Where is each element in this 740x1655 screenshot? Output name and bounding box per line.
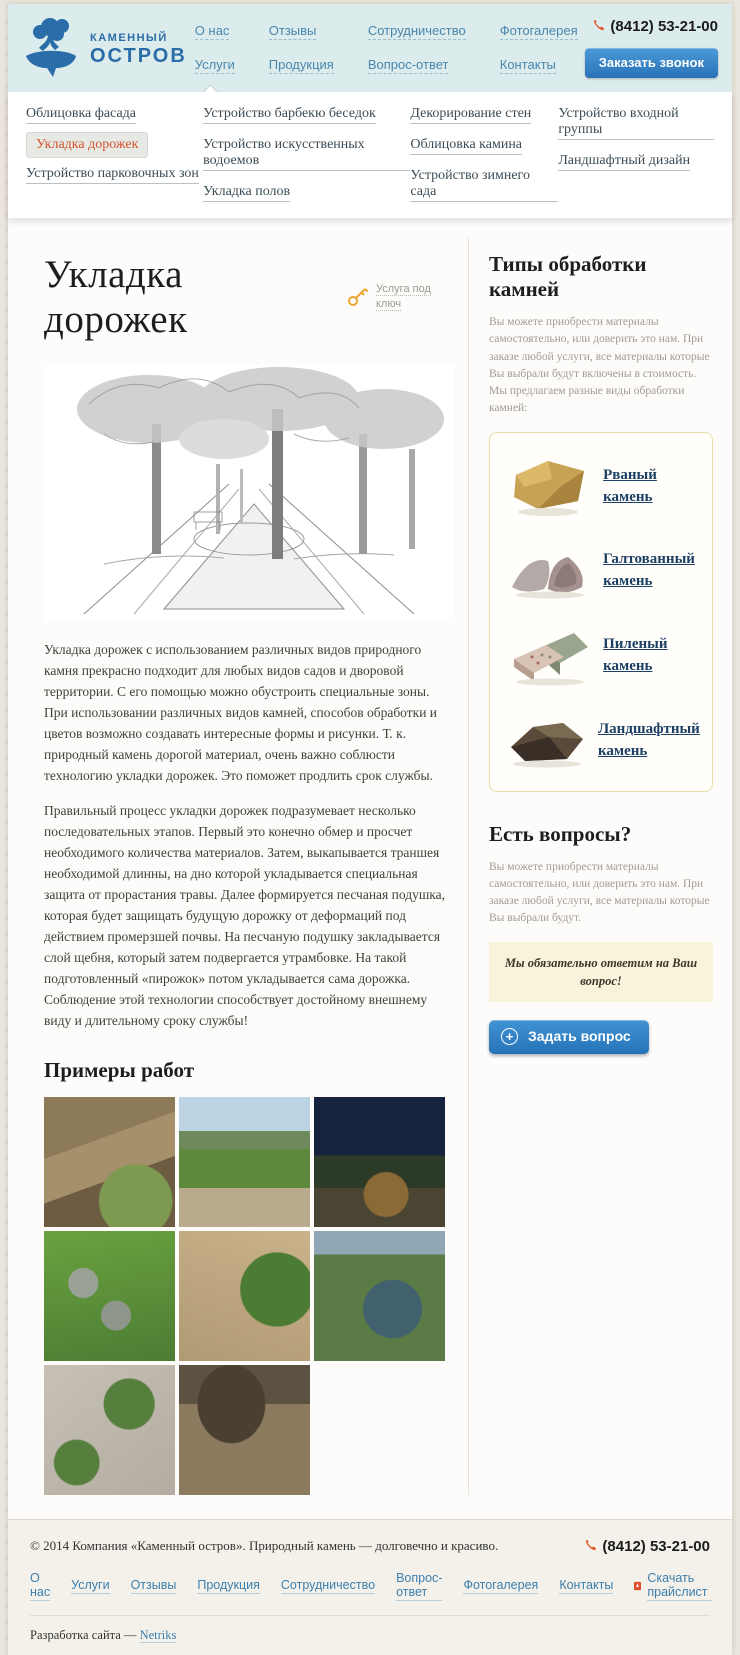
stone-types-intro: Вы можете приобрести материалы самостоятельно, или доверить это нам. При заказе любой услуги, все материалы которые Вы выбрали будут включены в стоимость. Мы предлагаем разные виды обработки камней:	[489, 316, 710, 415]
main-nav	[187, 23, 578, 74]
stone-types-title: Типы обработки камней	[489, 252, 647, 301]
gallery-photo-5[interactable]	[179, 1231, 310, 1361]
services-submenu	[8, 92, 732, 218]
landscape-stone-image	[504, 713, 590, 769]
submenu-floor-laying[interactable]: Укладка полов	[203, 184, 290, 202]
main-column	[44, 238, 468, 1495]
path-sketch-illustration	[44, 364, 454, 622]
ask-question-label: Задать вопрос	[528, 1028, 631, 1044]
sawn-stone-link[interactable]: Пиленый камень	[603, 635, 668, 674]
submenu-landscape-design[interactable]: Ландшафтный дизайн	[558, 153, 690, 171]
page-title: Укладка дорожек	[44, 253, 188, 341]
site-footer	[8, 1519, 732, 1655]
turnkey-label: Услуга под ключ	[376, 283, 431, 310]
submenu-winter-garden[interactable]: Устройство зимнего сада	[410, 168, 558, 202]
download-icon	[634, 1579, 641, 1593]
header-phone	[592, 18, 718, 35]
footer-nav-products[interactable]: Продукция	[197, 1577, 260, 1592]
intro-paragraph: Укладка дорожек с использованием различных видов природного камня прекрасно подходит для любых видов садов и дворовой территории. С его помощью можно обустроить специальные зоны. При использовании различных видов камней, способов обработки и цветов возможно создавать интересные формы и рисунки. Т. к. природный камень дорогой материал, очень важно соблюсти технологию укладки дорожек. Это поможет продлить срок службы.	[44, 642, 438, 783]
sawn-stone-image	[504, 625, 595, 687]
questions-title: Есть вопросы?	[489, 821, 632, 846]
logo-line2: ОСТРОВ	[90, 44, 187, 67]
footer-phone-number: (8412) 53-21-00	[602, 1537, 710, 1555]
stone-item-tumbled	[504, 543, 698, 599]
nav-cooperation[interactable]: Сотрудничество	[367, 22, 466, 38]
gallery-photo-1[interactable]	[44, 1097, 175, 1227]
credits-text: Разработка сайта —	[30, 1627, 137, 1642]
nav-contacts[interactable]: Контакты	[499, 56, 556, 72]
turnkey-service-link[interactable]	[346, 282, 446, 312]
order-call-button[interactable]: Заказать звонок	[585, 48, 718, 78]
nav-about[interactable]: О нас	[194, 22, 230, 38]
tumbled-stone-image	[504, 543, 595, 599]
gallery-photo-7[interactable]	[44, 1365, 175, 1495]
page-container	[8, 4, 732, 1655]
submenu-fireplace-cladding[interactable]: Облицовка камина	[410, 137, 522, 155]
work-examples-gallery	[44, 1097, 446, 1495]
gallery-photo-3[interactable]	[314, 1097, 445, 1227]
stone-island-logo-icon	[20, 14, 82, 82]
submenu-facade-cladding[interactable]: Облицовка фасада	[26, 106, 136, 124]
questions-text: Вы можете приобрести материалы самостоятельно, или доверить это нам. При заказе любой услуги, все материалы которые Вы выбрали будут.	[489, 860, 710, 925]
process-paragraph: Правильный процесс укладки дорожек подразумевает несколько последовательных этапов. Первый это конечно обмер и просчет необходимого количества материалов. Затем, выкапывается траншея необходимой длинны, на дно которой укладывается специальная защита от прорастания травы. Далее формируется песчаная подушка, которая будет защищать будущую дорожку от деформаций под действием промерзшей почвы. На песчаную подушку закладывается слой щебня, который затем подвергается утрамбовке. На такой подготовленный «пирожок» потом укладывается сама дорожка. Соблюдение этой технологии способствует достойному внешнему виду и длительному сроку службы!	[44, 803, 445, 1028]
gallery-photo-2[interactable]	[179, 1097, 310, 1227]
nav-products[interactable]: Продукция	[268, 56, 334, 72]
header-contact-block	[578, 18, 718, 78]
promise-text: Мы обязательно ответим на Ваш вопрос!	[504, 955, 698, 988]
stone-item-torn	[504, 457, 698, 517]
ask-question-button[interactable]	[489, 1020, 649, 1054]
site-header	[8, 4, 732, 92]
download-pricelist-link[interactable]: Скачать прайслист	[647, 1571, 712, 1601]
submenu-artificial-ponds[interactable]: Устройство искусственных водоемов	[203, 137, 410, 171]
footer-nav-faq[interactable]: Вопрос-ответ	[396, 1570, 443, 1599]
stone-types-panel	[489, 432, 713, 792]
submenu-bbq-gazebos[interactable]: Устройство барбекю беседок	[203, 106, 376, 124]
phone-icon	[592, 20, 605, 33]
footer-nav-contacts[interactable]: Контакты	[559, 1577, 614, 1592]
submenu-path-laying-active[interactable]: Укладка дорожек	[26, 132, 148, 158]
examples-title: Примеры работ	[44, 1057, 195, 1082]
logo-text	[90, 29, 187, 67]
logo[interactable]	[20, 14, 187, 82]
submenu-entrance-group[interactable]: Устройство входной группы	[558, 106, 714, 140]
promise-box	[489, 942, 713, 1002]
submenu-wall-decoration[interactable]: Декорирование стен	[410, 106, 531, 124]
nav-faq[interactable]: Вопрос-ответ	[367, 56, 449, 72]
stone-item-sawn	[504, 625, 698, 687]
footer-nav-gallery[interactable]: Фотогалерея	[463, 1577, 539, 1592]
gallery-photo-8[interactable]	[179, 1365, 310, 1495]
footer-nav-services[interactable]: Услуги	[71, 1577, 110, 1592]
stone-item-landscape	[504, 713, 698, 769]
tumbled-stone-link[interactable]: Галтованный камень	[603, 550, 695, 589]
sidebar	[468, 238, 716, 1495]
copyright-text: © 2014 Компания «Каменный остров». Природный камень — долговечно и красиво.	[30, 1538, 499, 1554]
key-icon	[346, 285, 370, 309]
nav-gallery[interactable]: Фотогалерея	[499, 22, 578, 38]
logo-line1: КАМЕННЫЙ	[90, 32, 168, 45]
submenu-parking-zones[interactable]: Устройство парковочных зон	[26, 166, 199, 184]
footer-nav-about[interactable]: О нас	[30, 1570, 51, 1599]
credits-developer-link[interactable]: Netriks	[139, 1627, 177, 1642]
site-credits	[30, 1615, 710, 1643]
gallery-photo-6[interactable]	[314, 1231, 445, 1361]
footer-nav-cooperation[interactable]: Сотрудничество	[280, 1577, 376, 1592]
footer-nav	[30, 1571, 710, 1601]
footer-phone	[584, 1538, 710, 1555]
torn-stone-image	[504, 457, 595, 517]
landscape-stone-link[interactable]: Ландшафтный камень	[598, 720, 700, 759]
header-phone-number: (8412) 53-21-00	[610, 18, 718, 35]
content-area	[8, 218, 732, 1519]
gallery-photo-4[interactable]	[44, 1231, 175, 1361]
plus-icon: +	[501, 1028, 518, 1045]
nav-services[interactable]: Услуги	[194, 56, 235, 72]
torn-stone-link[interactable]: Рваный камень	[603, 466, 657, 505]
nav-reviews[interactable]: Отзывы	[268, 22, 317, 38]
phone-icon	[584, 1540, 597, 1553]
footer-nav-reviews[interactable]: Отзывы	[130, 1577, 177, 1592]
